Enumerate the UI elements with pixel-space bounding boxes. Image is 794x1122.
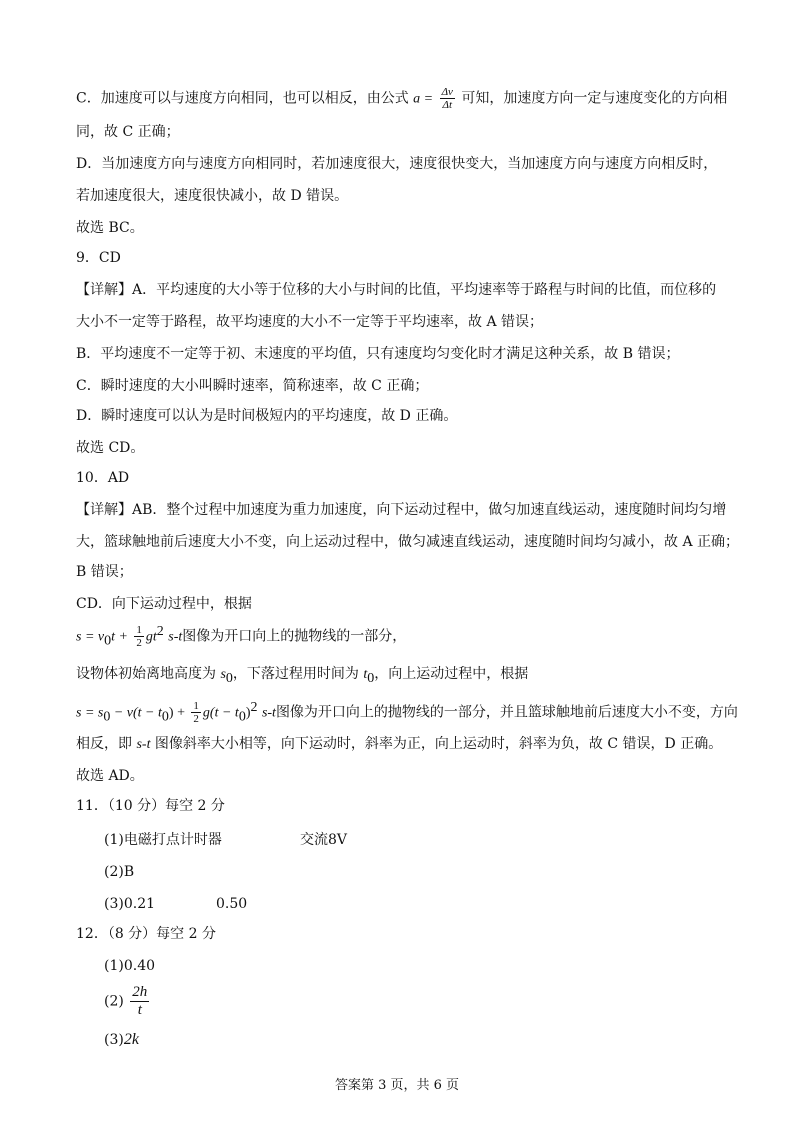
eq-part: t + [111,629,128,645]
eq-subscript: 0 [103,709,111,725]
page-footer: 答案第 3 页，共 6 页 [334,1078,460,1093]
text: C．加速度可以与速度方向相同，也可以相反，由公式 [76,90,409,107]
q10-equation-1 [76,622,726,651]
q9-detail-line-1: 【详解】A．平均速度的大小等于位移的大小与时间的比值，平均速率等于路程与时间的比值，而位移的 [76,282,717,298]
answer-1a: (1)电磁打点计时器 [104,832,222,848]
st-graph-label: s-t [168,629,183,645]
text: 可知，加速度方向一定与速度变化的方向相 [461,90,728,107]
q10-detail-line-2: 大，篮球触地前后速度大小不变，向上运动过程中，做匀减速直线运动，速度随时间均匀减小，故 A 正确； [76,534,740,550]
text: 设物体初始离地高度为 [76,666,221,682]
q10-choice: 故选 AD。 [76,768,144,784]
q12-answer-1: (1)0.40 [104,958,156,974]
answer-label: (3) [104,1032,124,1048]
q10-detail-line-3: B 错误； [76,564,133,580]
q9-detail-line-2: 大小不一定等于路程，故平均速度的大小不一定等于平均速率，故 A 错误； [76,314,544,330]
text: ，向上运动过程中，根据 [374,666,529,682]
denominator: 2 [136,637,142,650]
q10-cd-intro: CD．向下运动过程中，根据 [76,596,252,612]
option-c-line-2: 同，故 C 正确； [76,124,180,140]
numerator: Δv [441,86,453,98]
numerator: 1 [193,700,199,713]
formula-a: a = [413,91,434,107]
fraction-half [191,700,201,725]
fraction-half [134,624,144,649]
text: ，下落过程用时间为 [232,666,364,682]
denominator: t [137,1002,142,1018]
q11-answer-1 [104,830,754,850]
s0-symbol: s [220,667,226,682]
subscript: 0 [367,670,375,686]
answer-value: 2k [123,1031,139,1048]
q11-heading: 11．（10 分）每空 2 分 [76,798,225,814]
numerator: 2h [132,984,148,1000]
eq-part: s = v [76,629,105,645]
answer-label: (2) [104,993,124,1010]
eq-subscript: 0 [104,633,112,649]
text: 图像斜率大小相等，向下运动时，斜率为正，向上运动时，斜率为负，故 C 错误，D 正确。 [150,736,723,752]
text: 图像为开口向上的抛物线的一部分，并且篮球触地前后速度大小不变，方向 [275,704,738,721]
eq-superscript: 2 [156,624,164,639]
q10-conclusion [76,734,726,755]
eq-subscript: 0 [238,709,246,725]
st-graph-label: s-t [261,705,276,721]
q9-option-d: D．瞬时速度可以认为是时间极短内的平均速度，故 D 正确。 [76,408,458,424]
eq-part: gt [145,629,157,645]
subscript: 0 [225,670,233,686]
eq-subscript: 0 [161,709,169,725]
fraction-2h-over-t [130,984,149,1019]
eq-part: s = s [76,705,104,721]
q12-answer-3 [104,1030,754,1050]
answer-3b: 0.50 [216,896,248,912]
t0-symbol: t [363,667,368,682]
text: 相反，即 [76,736,137,752]
text: 图像为开口向上的抛物线的一部分， [182,628,407,645]
q10-setup [76,664,726,689]
q8-choice: 故选 BC。 [76,220,144,236]
st-graph-label: s-t [136,737,151,752]
q9-choice: 故选 CD。 [76,440,145,456]
eq-part: g(t − t [202,705,239,721]
q11-answer-2: (2)B [104,864,135,880]
q12-heading: 12．（8 分）每空 2 分 [76,926,216,942]
numerator: 1 [136,624,142,637]
q12-answer-2 [104,984,754,1019]
denominator: Δt [442,99,452,111]
fraction-dv-dt [440,86,455,111]
q9-option-b: B．平均速度不一定等于初、末速度的平均值，只有速度均匀变化时才满足这种关系，故 B 错误； [76,346,680,362]
q10-detail-line-1: 【详解】AB．整个过程中加速度为重力加速度，向下运动过程中，做匀加速直线运动，速度随时间均匀增 [76,502,727,518]
q9-option-c: C．瞬时速度的大小叫瞬时速率，简称速率，故 C 正确； [76,378,429,394]
answer-3a: (3)0.21 [104,896,156,912]
eq-superscript: 2 [250,700,258,715]
eq-part: ) + [168,705,185,721]
denominator: 2 [193,713,199,726]
option-c-line-1 [76,86,726,111]
eq-part: ) [245,705,251,721]
q10-equation-2 [76,698,738,727]
option-d-line-2: 若加速度很大，速度很快减小，故 D 错误。 [76,188,349,204]
q10-heading: 10．AD [76,470,130,486]
option-d-line-1: D．当加速度方向与速度方向相同时，若加速度很大，速度很快变大，当加速度方向与速度方向相反时， [76,156,718,172]
answer-1b: 交流8V [300,832,348,848]
eq-part: − v(t − t [110,705,162,721]
q11-answer-3 [104,894,754,914]
q9-heading: 9．CD [76,250,121,266]
